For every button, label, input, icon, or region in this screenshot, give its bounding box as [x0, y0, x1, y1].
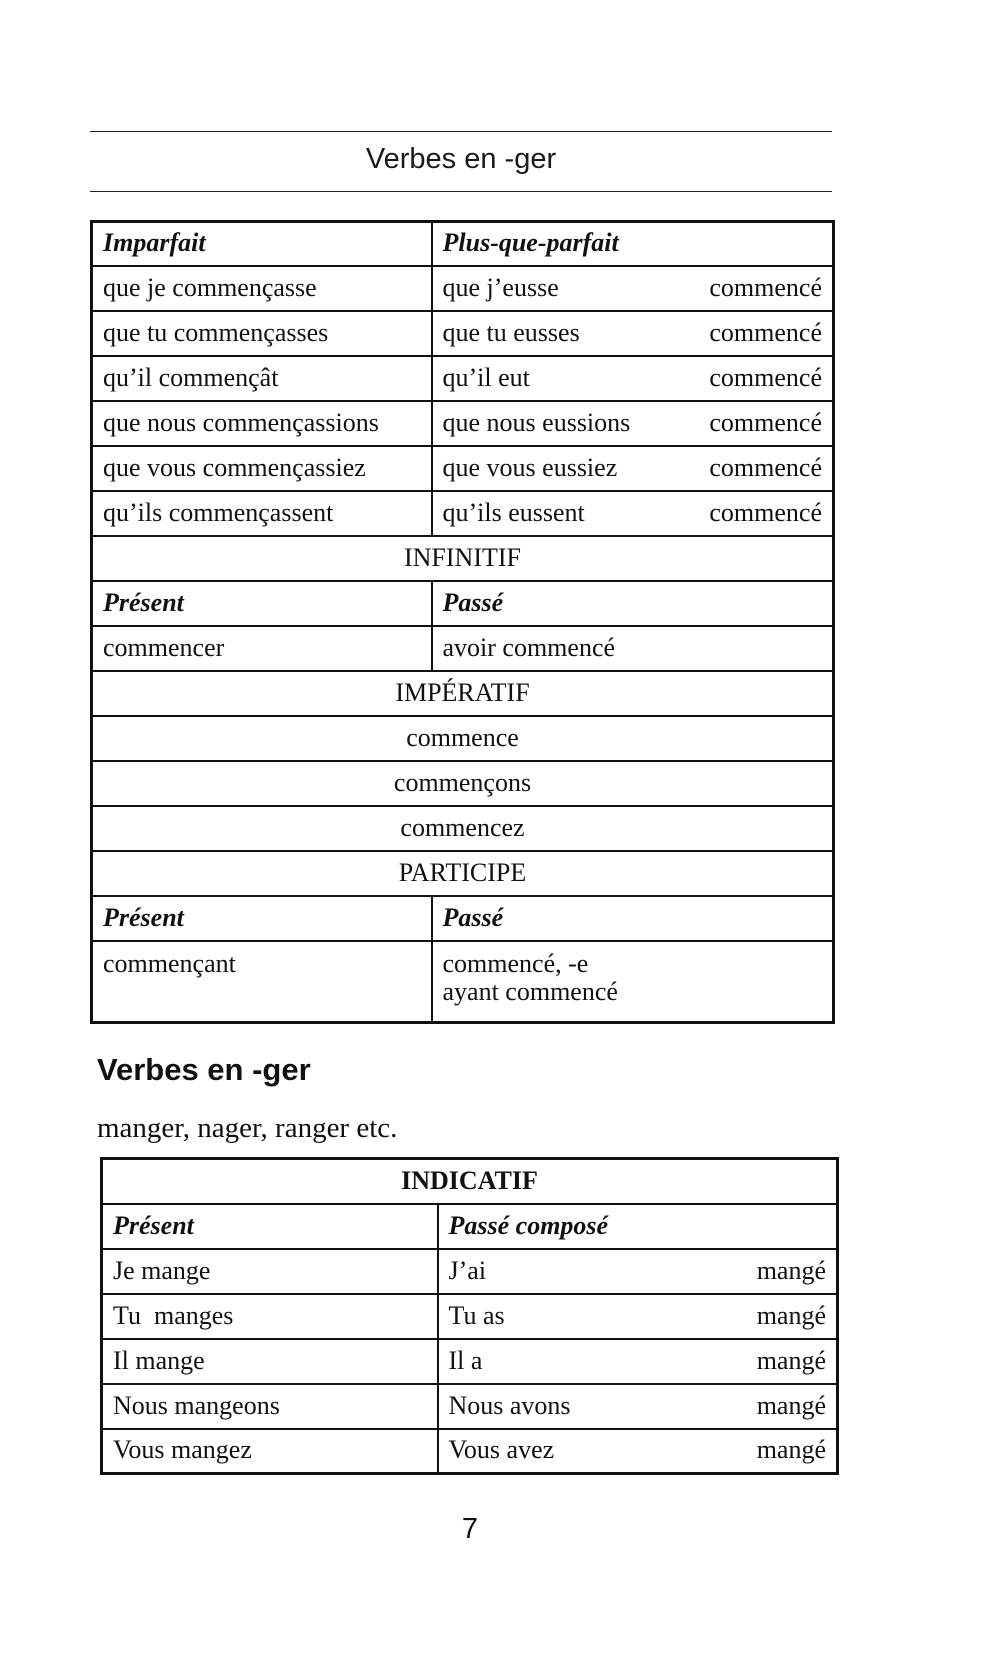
imparfait-cell: que vous commençassiez [92, 446, 432, 491]
participe-header-row [92, 896, 834, 941]
imperatif-row [92, 806, 834, 851]
pc-participle: mangé [756, 1300, 827, 1330]
pqp-participle: commencé [709, 272, 822, 302]
pqp-aux: qu’ils eussent [442, 497, 585, 527]
col-header-present: Présent [102, 1204, 438, 1249]
pqp-aux: que tu eusses [442, 317, 580, 347]
pqp-cell [432, 446, 834, 491]
pc-aux: J’ai [448, 1255, 487, 1285]
pqp-aux: qu’il eut [442, 362, 530, 392]
participe-passe-line2: ayant commencé [442, 977, 618, 1007]
imperatif-title-row [92, 671, 834, 716]
pc-aux: Tu as [448, 1300, 505, 1330]
passe-compose-cell [438, 1429, 838, 1474]
present-cell: Je mange [102, 1249, 438, 1294]
pqp-cell [432, 491, 834, 536]
table-row [92, 491, 834, 536]
pqp-participle: commencé [709, 452, 822, 482]
pc-participle: mangé [756, 1435, 827, 1465]
passe-compose-cell [438, 1339, 838, 1384]
participe-present-label: Présent [92, 896, 432, 941]
infinitif-title-row [92, 536, 834, 581]
pc-participle: mangé [756, 1255, 827, 1285]
infinitif-passe: avoir commencé [432, 626, 834, 671]
passe-compose-cell [438, 1294, 838, 1339]
indicatif-title: INDICATIF [102, 1159, 838, 1204]
imparfait-cell: que je commençasse [92, 266, 432, 311]
col-header-passe-compose: Passé composé [438, 1204, 838, 1249]
indicatif-header-row [102, 1204, 838, 1249]
imperatif-form: commençons [92, 761, 834, 806]
indicatif-title-row [102, 1159, 838, 1204]
participe-present: commençant [92, 941, 432, 1023]
col-header-imparfait: Imparfait [92, 222, 432, 266]
participe-title-row [92, 851, 834, 896]
participe-passe [432, 941, 834, 1023]
header-bottom-rule [90, 191, 832, 192]
infinitif-row [92, 626, 834, 671]
present-cell: Tu manges [102, 1294, 438, 1339]
col-header-plus-que-parfait: Plus-que-parfait [432, 222, 834, 266]
pqp-aux: que j’eusse [442, 272, 559, 302]
present-cell: Il mange [102, 1339, 438, 1384]
table-row [92, 266, 834, 311]
pqp-participle: commencé [709, 362, 822, 392]
table-row [92, 401, 834, 446]
imperatif-form: commence [92, 716, 834, 761]
imparfait-cell: que tu commençasses [92, 311, 432, 356]
table-row [92, 311, 834, 356]
pqp-aux: que nous eussions [442, 407, 631, 437]
pc-aux: Nous avons [448, 1390, 571, 1420]
participe-row [92, 941, 834, 1023]
pqp-cell [432, 311, 834, 356]
imperatif-form: commencez [92, 806, 834, 851]
participe-passe-line1: commencé, -e [442, 948, 589, 978]
infinitif-passe-label: Passé [432, 581, 834, 626]
infinitif-title: INFINITIF [92, 536, 834, 581]
table-row [102, 1249, 838, 1294]
passe-compose-cell [438, 1384, 838, 1429]
participe-title: PARTICIPE [92, 851, 834, 896]
present-cell: Vous mangez [102, 1429, 438, 1474]
running-head: Verbes en -ger [365, 143, 557, 175]
pqp-participle: commencé [709, 407, 822, 437]
commencer-table [90, 220, 835, 1024]
section-title: Verbes en -ger [97, 1052, 311, 1087]
indicatif-table [100, 1157, 839, 1475]
participe-passe-label: Passé [432, 896, 834, 941]
page-number: 7 [461, 1513, 479, 1545]
pqp-cell [432, 401, 834, 446]
table-row [102, 1339, 838, 1384]
pqp-cell [432, 356, 834, 401]
table-row [102, 1294, 838, 1339]
section-examples: manger, nager, ranger etc. [97, 1112, 398, 1144]
pc-participle: mangé [756, 1345, 827, 1375]
table-row [92, 446, 834, 491]
pqp-cell [432, 266, 834, 311]
imparfait-cell: qu’il commençât [92, 356, 432, 401]
infinitif-present-label: Présent [92, 581, 432, 626]
imperatif-row [92, 716, 834, 761]
table-row [102, 1429, 838, 1474]
infinitif-present: commencer [92, 626, 432, 671]
pc-participle: mangé [756, 1390, 827, 1420]
table-header-row [92, 222, 834, 266]
passe-compose-cell [438, 1249, 838, 1294]
present-cell: Nous mangeons [102, 1384, 438, 1429]
top-rule [90, 131, 832, 132]
pqp-participle: commencé [709, 317, 822, 347]
pqp-aux: que vous eussiez [442, 452, 618, 482]
imparfait-cell: que nous commençassions [92, 401, 432, 446]
infinitif-header-row [92, 581, 834, 626]
pqp-participle: commencé [709, 497, 822, 527]
table-row [92, 356, 834, 401]
imperatif-title: IMPÉRATIF [92, 671, 834, 716]
imperatif-row [92, 761, 834, 806]
imparfait-cell: qu’ils commençassent [92, 491, 432, 536]
pc-aux: Il a [448, 1345, 483, 1375]
pc-aux: Vous avez [448, 1435, 555, 1465]
table-row [102, 1384, 838, 1429]
